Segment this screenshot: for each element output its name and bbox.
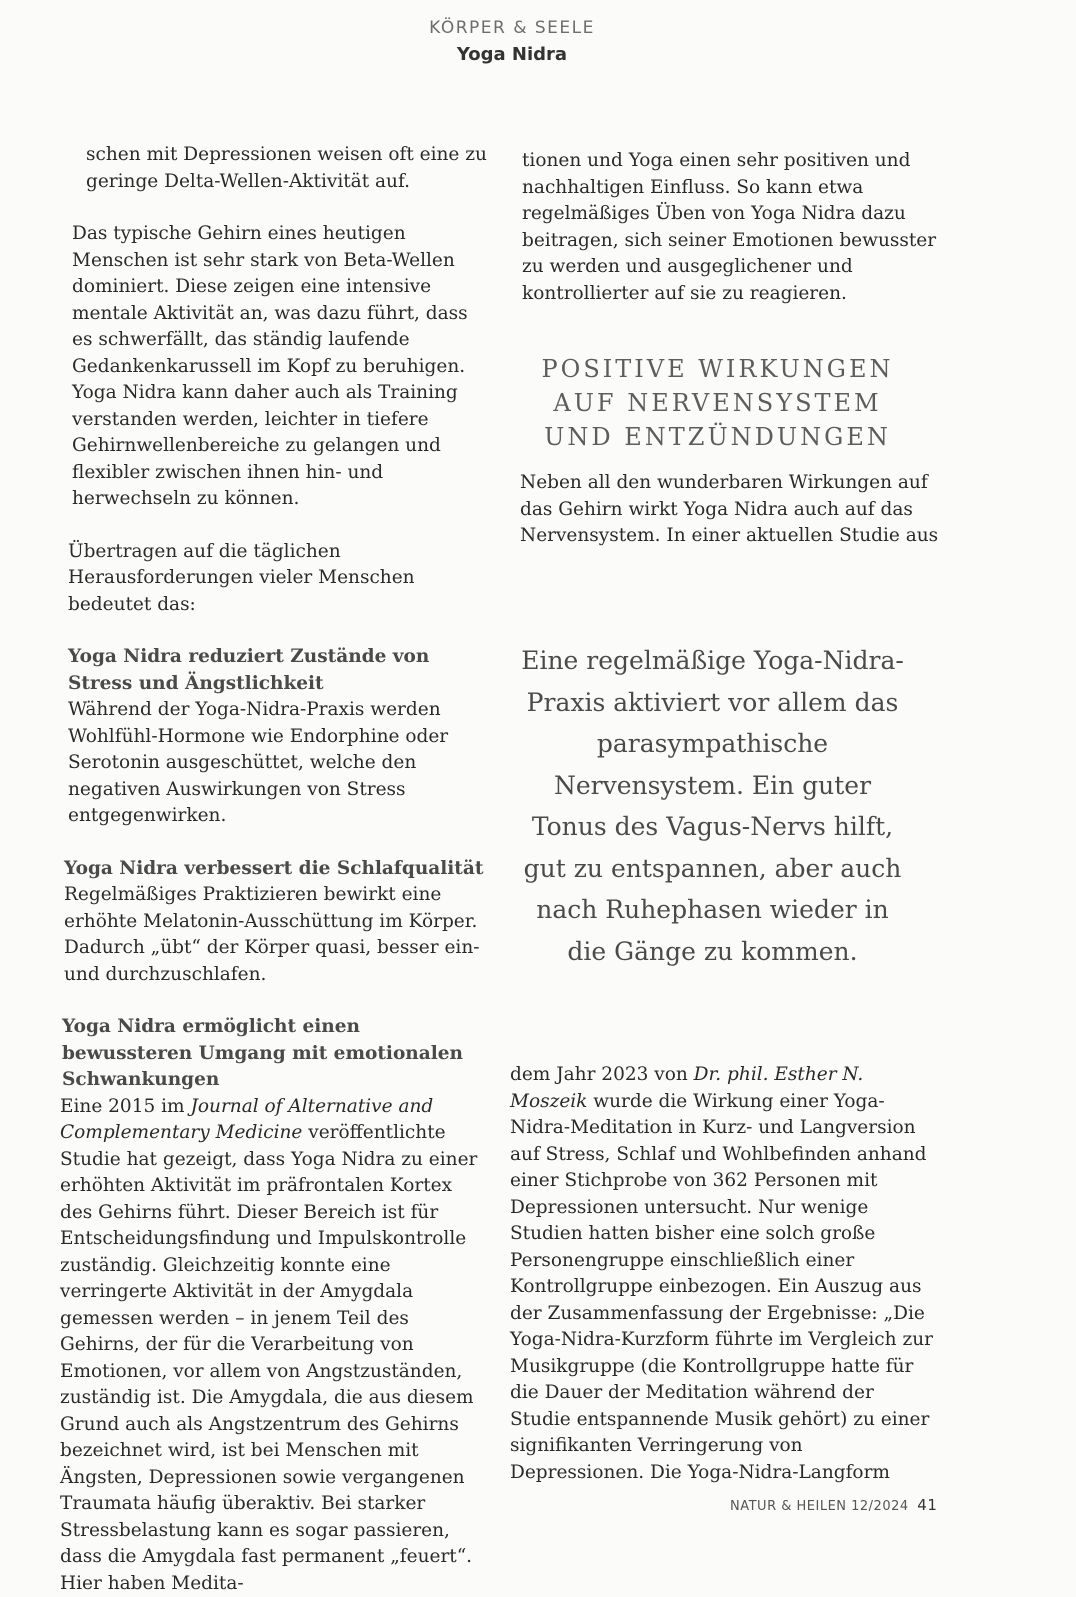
page-title: Yoga Nidra	[0, 44, 1024, 65]
journal-name: Journal of Alternative and Complementary Medicine	[60, 1096, 433, 1144]
paragraph-emotions: Eine 2015 im Journal of Alternative and Complementary Medicine veröffentlichte Studie hat gezeigt, dass Yoga Nidra zu einer erhöhten Aktivität im präfrontalen Kortex des Gehirns führt. Dieser Bereich ist für Entscheidungsfindung und Impulskontrolle zuständig. Gleichzeitig konnte eine verringerte Aktivität in der Amygdala gemessen werden – in jenem Teil des Gehirns, der für die Verarbeitung von Emotionen, vor allem von Angstzuständen, zuständig ist. Die Amygdala, die aus diesem Grund auch als Angstzentrum des Gehirns bezeichnet wird, ist bei Menschen mit Ängsten, Depressionen sowie vergangenen Traumata häufig überaktiv. Bei starker Stressbelastung kann es sogar passieren, dass die Amygdala fast permanent „feuert“. Hier haben Medita-	[60, 1094, 490, 1597]
paragraph-study: dem Jahr 2023 von Dr. phil. Esther N. Moszeik wurde die Wirkung einer Yoga-Nidra-Meditation in Kurz- und Langversion auf Stress, Schlaf und Wohlbefinden anhand einer Stichprobe von 362 Personen mit Depressionen untersucht. Nur wenige Studien hatten bisher eine solch große Personengruppe einschließlich einer Kontrollgruppe einbezogen. Ein Auszug aus der Zusammenfassung der Ergebnisse: „Die Yoga-Nidra-Kurzform führte im Vergleich zur Musikgruppe (die Kontrollgruppe hatte für die Dauer der Meditation während der Studie entspannende Musik gehört) zu einer signifikanten Verringerung von Depressionen. Die Yoga-Nidra-Langform	[510, 1062, 938, 1486]
section-heading: POSITIVE WIRKUNGEN AUF NERVENSYSTEM UND ENTZÜNDUNGEN	[520, 352, 915, 454]
paragraph-meditation-influence: tionen und Yoga einen sehr positiven und nachhaltigen Einfluss. So kann etwa regelmäßiges Üben von Yoga Nidra dazu beitragen, sich seiner Emotionen bewusster zu werden und ausgeglichener und kontrollierter auf sie zu reagieren.	[522, 148, 947, 307]
subheading-sleep: Yoga Nidra verbessert die Schlafqualität	[60, 856, 490, 883]
author-name: Dr. phil. Esther N. Moszeik	[510, 1064, 863, 1112]
page-number: 41	[917, 1496, 937, 1514]
left-column	[60, 142, 490, 1597]
paragraph-sleep: Regelmäßiges Praktizieren bewirkt eine erhöhte Melatonin-Ausschüttung im Körper. Dadurch „übt“ der Körper quasi, besser ein- und durchzuschlafen.	[60, 882, 490, 988]
subheading-emotions: Yoga Nidra ermöglicht einen bewussteren Umgang mit emotionalen Schwankungen	[60, 1014, 490, 1094]
paragraph-stress: Während der Yoga-Nidra-Praxis werden Wohlfühl-Hormone wie Endorphine oder Serotonin ausgeschüttet, welche den negativen Auswirkungen von Stress entgegenwirken.	[60, 697, 490, 830]
magazine-issue: NATUR & HEILEN 12/2024	[730, 1499, 909, 1514]
right-column-intro	[520, 470, 940, 550]
section-label: KÖRPER & SEELE	[0, 18, 1024, 38]
paragraph-continuation: schen mit Depressionen weisen oft eine zu geringe Delta-Wellen-Aktivität auf.	[60, 142, 490, 195]
paragraph-nervous-system: Neben all den wunderbaren Wirkungen auf das Gehirn wirkt Yoga Nidra auch auf das Nervensystem. In einer aktuellen Studie aus	[520, 470, 940, 550]
paragraph-daily-challenges: Übertragen auf die täglichen Herausforderungen vieler Menschen bedeutet das:	[60, 539, 490, 619]
subheading-stress: Yoga Nidra reduziert Zustände von Stress und Ängstlichkeit	[60, 644, 490, 697]
page-footer	[730, 1496, 937, 1514]
right-column-bottom	[510, 1062, 938, 1486]
page-header	[0, 18, 1024, 65]
paragraph-brain-waves: Das typische Gehirn eines heutigen Menschen ist sehr stark von Beta-Wellen dominiert. Diese zeigen eine intensive mentale Aktivität an, was dazu führt, dass es schwerfällt, das ständig laufende Gedankenkarussell im Kopf zu beruhigen. Yoga Nidra kann daher auch als Training verstanden werden, leichter in tiefere Gehirnwellenbereiche zu gelangen und flexibler zwischen ihnen hin- und herwechseln zu können.	[60, 221, 490, 513]
right-column-top	[522, 148, 947, 307]
pull-quote: Eine regelmäßige Yoga-Nidra-Praxis aktiviert vor allem das parasympathische Nervensystem. Ein guter Tonus des Vagus-Nervs hilft, gut zu entspannen, aber auch nach Ruhephasen wieder in die Gänge zu kommen.	[520, 640, 905, 972]
